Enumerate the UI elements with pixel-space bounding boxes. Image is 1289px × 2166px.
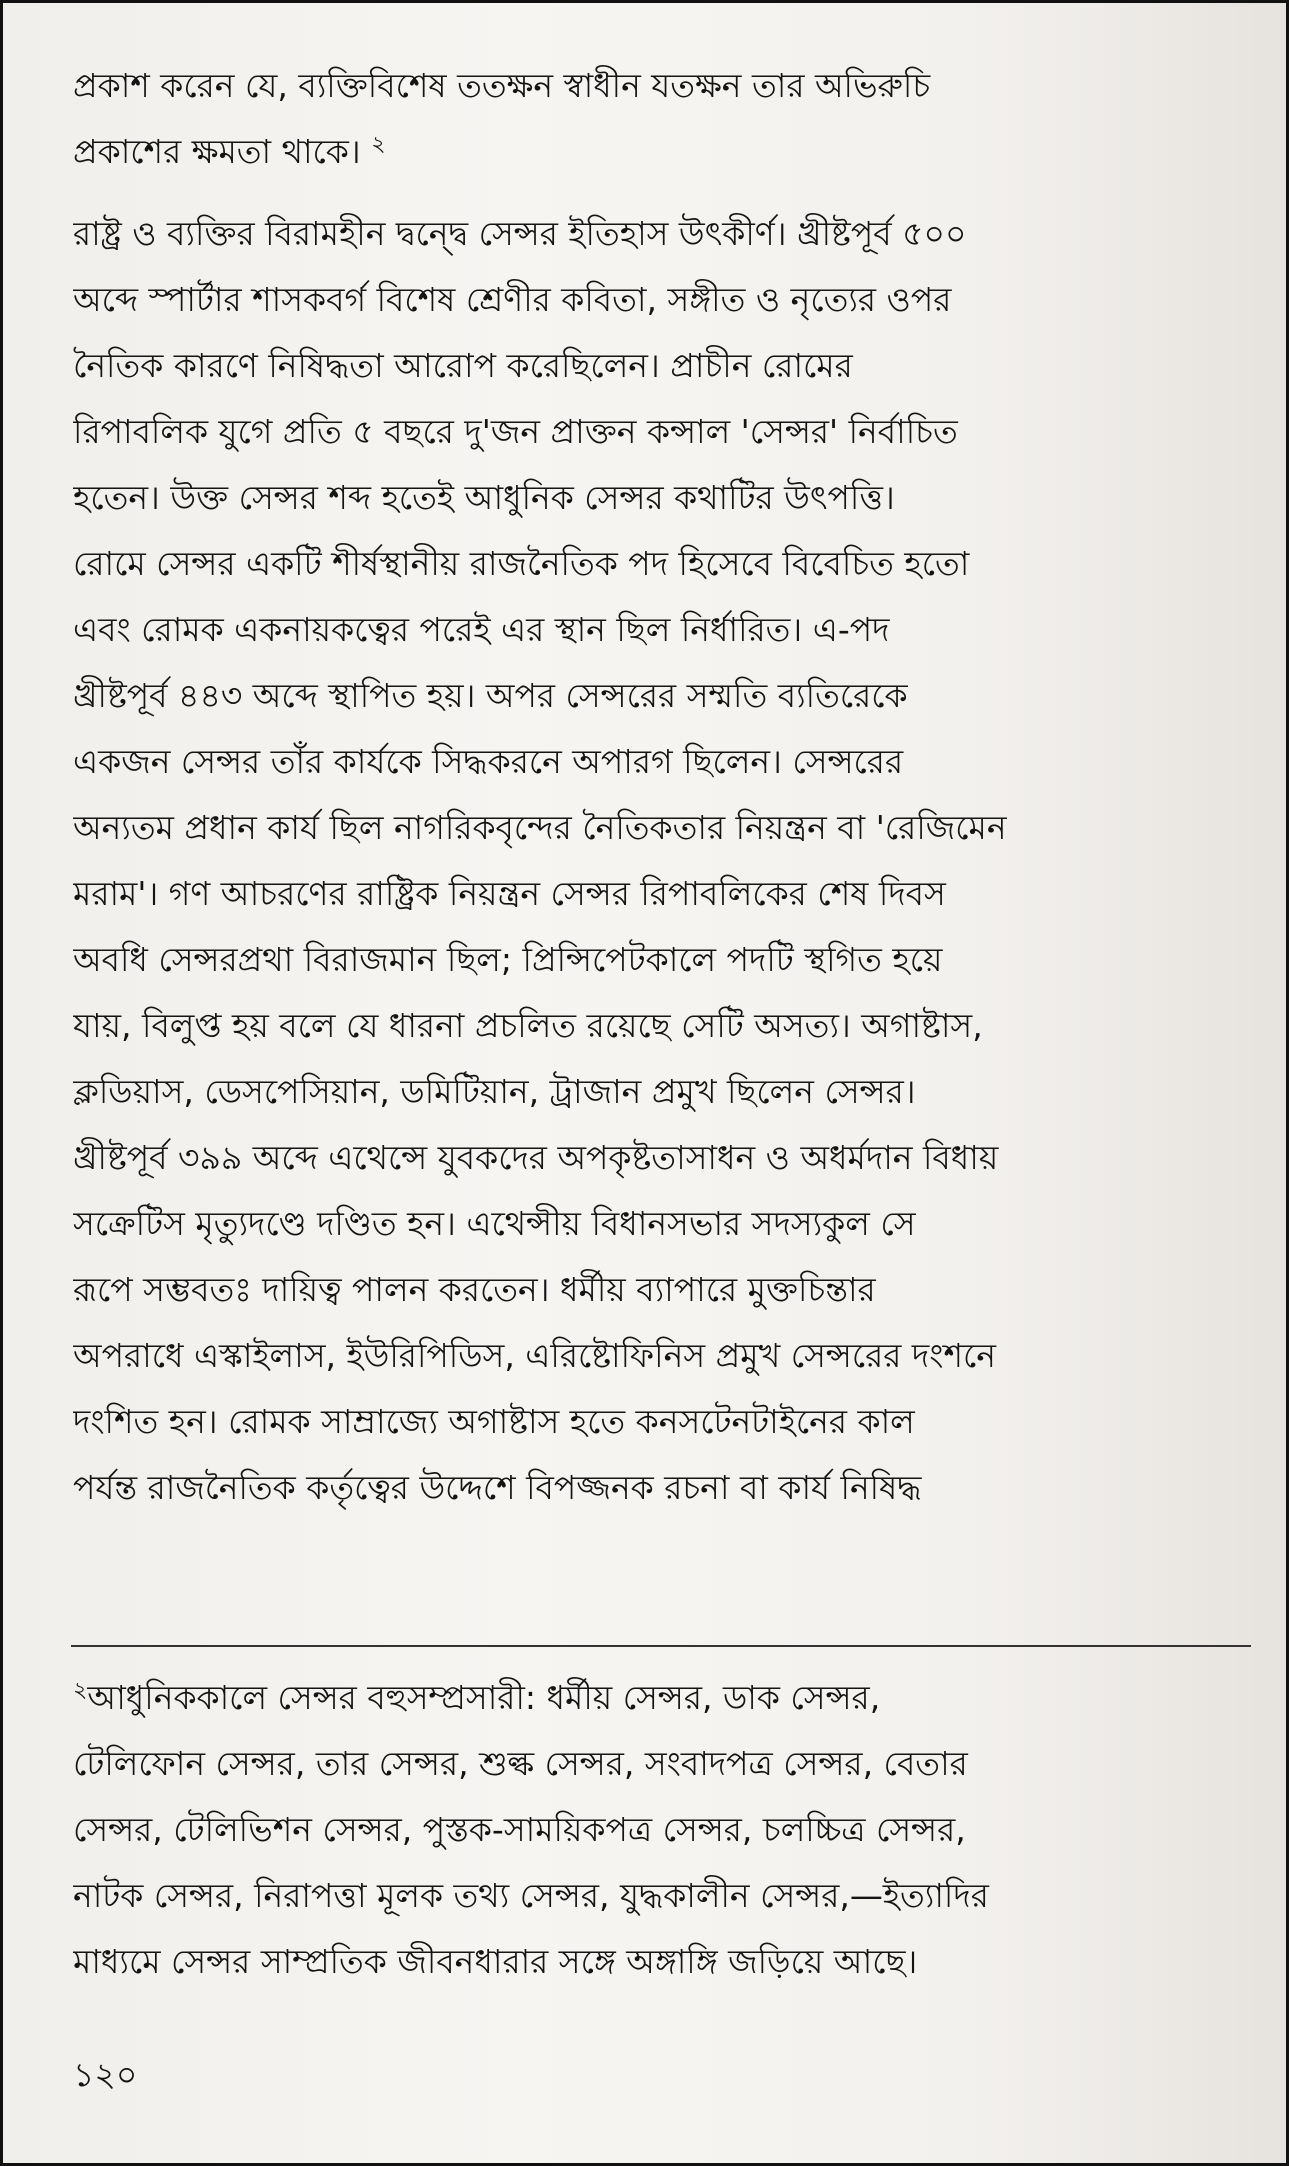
para2-line: ক্লডিয়াস, ডেসপেসিয়ান, ডমিটিয়ান, ট্রাজান প্রমুখ ছিলেন সেন্সর।	[73, 1072, 916, 1111]
para2-line: খ্রীষ্টপূর্ব ৩৯৯ অব্দে এথেন্সে যুবকদের অপকৃষ্টতাসাধন ও অধর্মদান বিধায়	[73, 1138, 999, 1177]
footnote-line: সেন্সর, টেলিভিশন সেন্সর, পুস্তক-সাময়িকপত্র সেন্সর, চলচ্চিত্র সেন্সর,	[73, 1810, 966, 1849]
footnote-line-1-text: আধুনিককালে সেন্সর বহুসম্প্রসারী: ধর্মীয় সেন্সর, ডাক সেন্সর,	[87, 1678, 881, 1717]
footnote-marker: ২	[73, 1678, 88, 1703]
para1-line-2	[73, 119, 1253, 185]
footnote-line: মাধ্যমে সেন্সর সাম্প্রতিক জীবনধারার সঙ্গে অঙ্গাঙ্গি জড়িয়ে আছে।	[73, 1942, 918, 1981]
para2-line: যায়, বিলুপ্ত হয় বলে যে ধারনা প্রচলিত রয়েছে সেটি অসত্য। অগাষ্টাস,	[73, 1006, 983, 1045]
footnote-line: নাটক সেন্সর, নিরাপত্তা মূলক তথ্য সেন্সর, যুদ্ধকালীন সেন্সর,—ইত্যাদির	[73, 1876, 989, 1915]
para1-line-1: প্রকাশ করেন যে, ব্যক্তিবিশেষ ততক্ষন স্বাধীন যতক্ষন তার অভিরুচি	[73, 66, 931, 105]
para2-line: হতেন। উক্ত সেন্সর শব্দ হতেই আধুনিক সেন্সর কথাটির উৎপত্তি।	[73, 478, 895, 517]
footnote	[73, 1665, 1253, 1995]
footnote-line: টেলিফোন সেন্সর, তার সেন্সর, শুল্ক সেন্সর, সংবাদপত্র সেন্সর, বেতার	[73, 1744, 968, 1783]
para2-line: রোমে সেন্সর একটি শীর্ষস্থানীয় রাজনৈতিক পদ হিসেবে বিবেচিত হতো	[73, 544, 970, 583]
para2-line: রিপাবলিক যুগে প্রতি ৫ বছরে দু'জন প্রাক্তন কন্সাল 'সেন্সর' নির্বাচিত	[73, 412, 958, 451]
para2-line: অবধি সেন্সরপ্রথা বিরাজমান ছিল; প্রিন্সিপেটকালে পদটি স্থগিত হয়ে	[73, 940, 943, 979]
para2-line: এবং রোমক একনায়কত্বের পরেই এর স্থান ছিল নির্ধারিত। এ-পদ	[73, 610, 890, 649]
para2-line: দংশিত হন। রোমক সাম্রাজ্যে অগাষ্টাস হতে কনসটেনটাইনের কাল	[73, 1402, 915, 1441]
page-number: ১২০	[73, 2055, 138, 2094]
para2-line: অন্যতম প্রধান কার্য ছিল নাগরিকবৃন্দের নৈতিকতার নিয়ন্ত্রন বা 'রেজিমেন	[73, 808, 1007, 847]
para2-line: অব্দে স্পার্টার শাসকবর্গ বিশেষ শ্রেণীর কবিতা, সঙ্গীত ও নৃত্যের ওপর	[73, 280, 952, 319]
para2-line: নৈতিক কারণে নিষিদ্ধতা আরোপ করেছিলেন। প্রাচীন রোমের	[73, 346, 853, 385]
para2-line: খ্রীষ্টপূর্ব ৪৪৩ অব্দে স্থাপিত হয়। অপর সেন্সরের সম্মতি ব্যতিরেকে	[73, 676, 908, 715]
body-text	[73, 53, 1253, 1521]
para2-line: পর্যন্ত রাজনৈতিক কর্তৃত্বের উদ্দেশে বিপজ্জনক রচনা বা কার্য নিষিদ্ধ	[73, 1468, 922, 1507]
para2-line: রূপে সম্ভবতঃ দায়িত্ব পালন করতেন। ধর্মীয় ব্যাপারে মুক্তচিন্তার	[73, 1270, 876, 1309]
paragraph-gap	[73, 185, 1253, 201]
para1-line-2-text: প্রকাশের ক্ষমতা থাকে।	[73, 132, 361, 171]
footnote-line-1	[73, 1665, 1253, 1731]
para2-line: মরাম'। গণ আচরণের রাষ্ট্রিক নিয়ন্ত্রন সেন্সর রিপাবলিকের শেষ দিবস	[73, 874, 946, 913]
para2-line: রাষ্ট্র ও ব্যক্তির বিরামহীন দ্বন্দ্বে সেন্সর ইতিহাস উৎকীর্ণ। খ্রীষ্টপূর্ব ৫০০	[73, 214, 967, 253]
para2-line: একজন সেন্সর তাঁর কার্যকে সিদ্ধকরনে অপারগ ছিলেন। সেন্সরের	[73, 742, 904, 781]
footnote-reference: ২	[371, 132, 386, 157]
footnote-divider	[71, 1645, 1251, 1647]
para2-line: অপরাধে এস্কাইলাস, ইউরিপিডিস, এরিষ্টোফিনিস প্রমুখ সেন্সরের দংশনে	[73, 1336, 996, 1375]
para2-line: সক্রেটিস মৃত্যুদণ্ডে দণ্ডিত হন। এথেন্সীয় বিধানসভার সদস্যকুল সে	[73, 1204, 916, 1243]
